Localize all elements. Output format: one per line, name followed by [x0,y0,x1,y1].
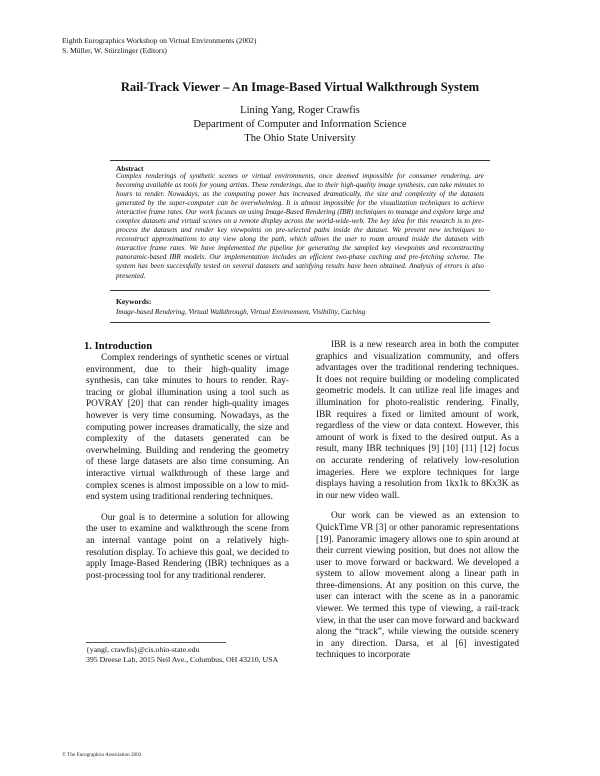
author-names: Lining Yang, Roger Crawfis [240,105,360,116]
footnote-rule [86,642,226,643]
section-heading: 1. Introduction [84,341,153,352]
paper-title: Rail-Track Viewer – An Image-Based Virtual Walkthrough System [120,80,480,94]
abstract-top-rule [110,160,490,161]
editors-line: S. Müller, W. Stürzlinger (Editors) [62,45,167,55]
abstract-bottom-rule [110,290,490,291]
footnote [86,642,289,665]
paragraph: Complex renderings of synthetic scenes or virtual environment, due to their high-quality image synthesis, can take minutes to hours to render. Ray-tracing or global illumination using a tool such as POVRAY [20] that can render high-quality images however is very time consuming. Nowadays, as the computing power increases dramatically, the size and complexity of the datasets generated can be overwhelming. Building and rendering the geometry of these large datasets are also time consuming. An interactive virtual walkthrough of these large and complex scenes is almost impossible on a low to mid-end system using traditional rendering techniques. [86,353,289,503]
conference-line: Eighth Eurographics Workshop on Virtual Environments (2002) [62,36,257,45]
paragraph: Our goal is to determine a solution for allowing the user to examine and walkthrough the scene from an internal vantage point on a relatively high-resolution display. To achieve this goal, we decided to apply Image-Based Rendering (IBR) techniques as a post-processing tool for any traditional renderer. [86,512,289,581]
paragraph: IBR is a new research area in both the computer graphics and visualization community, and offers advantages over the traditional rendering techniques. It does not require building or modeling complicated geometric models. It can utilize real life images and illumination for photo-realistic rendering. Finally, IBR requires a fixed or limited amount of work, regardless of the view or data context. However, this amount of work is fixed to the desired output. As a result, many IBR techniques [9] [10] [11] [12] focus on accurate rendering of relatively low-resolution imageries. Here we explore techniques for large displays having a resolution from 1kx1k to 8Kx3K as in our new video wall. [316,340,519,501]
department: Department of Computer and Information Science [193,119,407,130]
footnote-email: {yangl, crawfis}@cis.ohio-state.edu [86,645,200,654]
footnote-address: 395 Dreese Lab, 2015 Neil Ave., Columbus, OH 43210, USA [86,655,279,664]
copyright-notice: © The Eurographics Association 2002 [62,752,142,758]
keywords-heading: Keywords: [116,297,152,306]
abstract-text: Complex renderings of synthetic scenes or virtual environments, once deemed impossible for consumer rendering, are becoming available as tools for young artists. These renderings, due to their high-quality image synthesis, can take minutes to hours to render. Nowadays, as the computing power has increased dramatically, the size and complexity of the datasets generated by the super-computer can be overwhelming. It is almost impossible for the visualization techniques to achieve interactive frame rates. Our work focuses on using Image-Based Rendering (IBR) techniques to manage and explore large and complex datasets and virtual scenes on a remote display across the world-wide-web. The key idea for this research is to pre-process the datasets and render key viewpoints on pre-selected paths inside the dataset. We present new techniques to reconstruct approximations to any view along the path, which allows the user to roam around inside the datasets with interactive frame rates. We have implemented the pipeline for generating the sampled key viewpoints and reconstructing panoramic-based IBR models. Our implementation includes an efficient two-phase caching and pre-fetching scheme. The system has been successfully tested on several datasets and satisfying results have been obtained. Analysis of errors is also presented. [116,172,484,280]
university: The Ohio State University [244,133,356,144]
conference-header [62,36,256,55]
abstract-heading: Abstract [116,164,144,173]
keywords-rule [110,322,490,323]
right-column [316,340,519,662]
left-column [86,340,289,582]
author-block [0,104,600,146]
paragraph: Our work can be viewed as an extension to QuickTime VR [3] or other panoramic representations [19]. Panoramic imagery allows one to spin around at their current viewing position, but does not allow the user to move forward or backward. We developed a system to allow movement along a linear path in three-dimensions. At any position on this curve, the user can interact with the scene as in a panoramic viewer. We termed this type of viewing, a rail-track view, in that the user can move forward and backward along the “track”, while viewing the outside scenery in any direction. Darsa, et al [6] investigated techniques to incorporate [316,511,519,661]
keywords-text: Image-based Rendering, Virtual Walkthrough, Virtual Environment, Visibility, Caching [116,308,366,316]
